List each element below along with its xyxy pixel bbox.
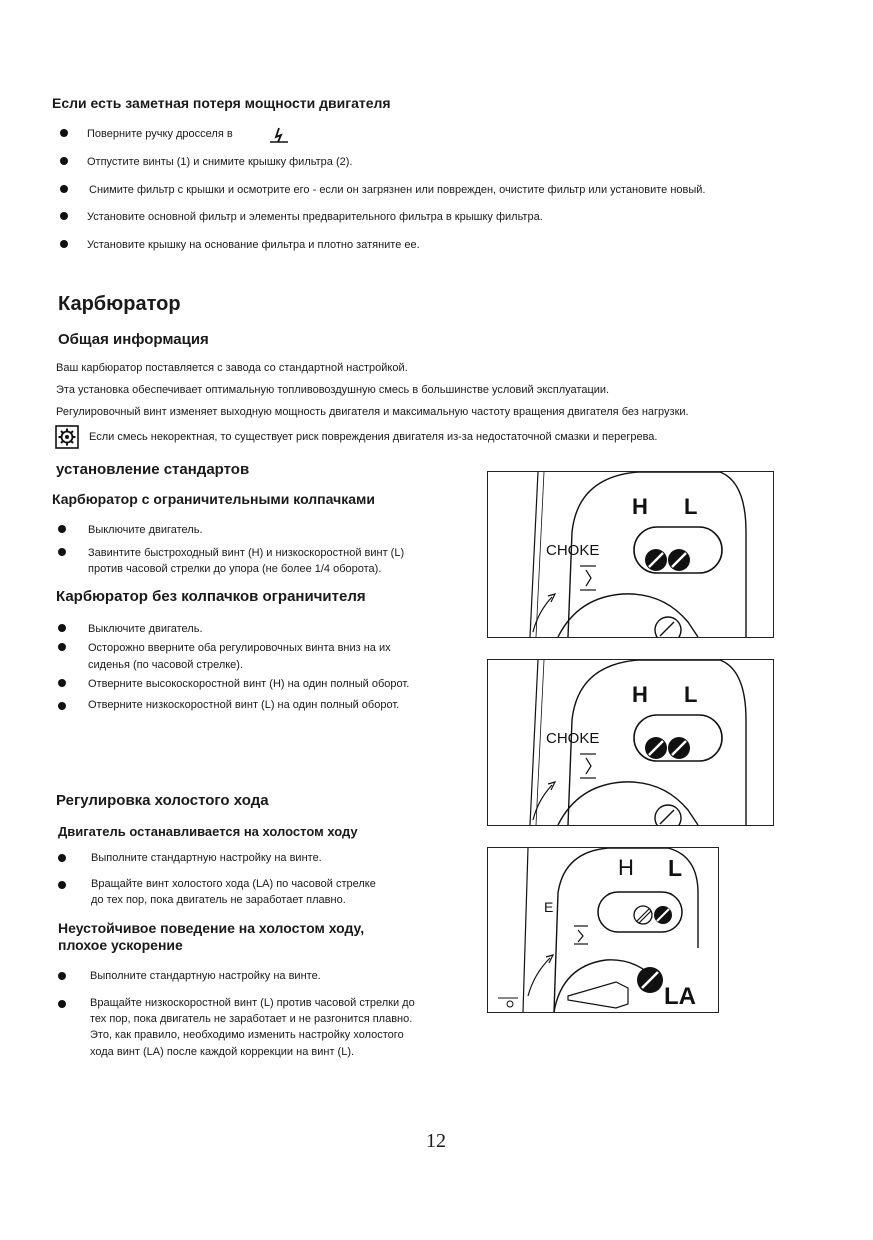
subsection-title-engine-stops: Двигатель останавливается на холостом ходу [58,824,358,839]
list-item: Выполните стандартную настройку на винте. [91,852,322,864]
bullet [60,240,68,248]
warning-text: Если смесь некоректная, то существует риск повреждения двигателя из-за недостаточной смазки и перегрева. [89,431,658,443]
bullet [58,854,66,862]
bullet [58,643,66,651]
list-item-continued: тех пор, пока двигатель не заработает и не разгонится плавно. [90,1013,413,1025]
subsection-title-with-caps: Карбюратор с ограничительными колпачками [52,491,375,507]
carburetor-diagram-idle [487,847,719,1013]
list-item: Осторожно вверните оба регулировочных винта вниз на их [88,642,391,654]
list-item: Выключите двигатель. [88,623,203,635]
list-item-continued: сиденья (по часовой стрелке). [88,659,244,671]
list-item: Завинтите быстроходный винт (H) и низкоскоростной винт (L) [88,547,405,559]
choke-label: CHOKE [546,730,600,747]
paragraph-line: Эта установка обеспечивает оптимальную топливовоздушную смесь в большинстве условий эксплуатации. [56,384,610,396]
page-title-carburetor: Карбюратор [58,293,181,315]
bullet [58,679,66,687]
section-title-power-loss: Если есть заметная потеря мощности двигателя [52,95,391,111]
list-item: Отверните высокоскоростной винт (H) на один полный оборот. [88,678,410,690]
list-item-continued: хода винт (LA) после каждой коррекции на винт (L). [90,1046,355,1058]
subsection-title-no-caps: Карбюратор без колпачков ограничителя [56,588,366,605]
list-item: Отпустите винты (1) и снимите крышку фильтра (2). [87,156,353,168]
section-title-idle: Регулировка холостого хода [56,792,269,809]
list-item: Вращайте низкоскоростной винт (L) против часовой стрелки до [90,997,415,1009]
subsection-title-unstable-2: плохое ускорение [58,937,183,953]
bullet [58,525,66,533]
list-item: Выключите двигатель. [88,524,203,536]
throttle-symbol-icon [268,125,290,145]
bullet [58,881,66,889]
list-item: Снимите фильтр с крышки и осмотрите его - если он загрязнен или поврежден, очистите фильтр или установите новый. [89,184,706,196]
l-label: L [684,494,698,519]
list-item-continued: против часовой стрелки до упора (не более 1/4 оборота). [88,563,382,575]
gear-warning-icon [55,425,79,449]
bullet [58,702,66,710]
page-number: 12 [426,1130,446,1152]
bullet [58,548,66,556]
carburetor-diagram-with-caps [487,471,774,638]
h-label: H [632,494,648,519]
bullet [60,185,68,193]
list-item: Вращайте винт холостого хода (LA) по часовой стрелке [91,878,376,890]
list-item-continued: Это, как правило, необходимо изменить настройку холостого [90,1029,404,1041]
e-label: E [544,899,554,915]
paragraph-line: Ваш карбюратор поставляется с завода со стандартной настройкой. [56,362,408,374]
h-label: H [632,682,648,707]
carburetor-diagram-without-caps [487,659,774,826]
h-label: H [618,855,634,880]
subsection-title-unstable: Неустойчивое поведение на холостом ходу, [58,920,365,936]
list-item-continued: до тех пор, пока двигатель не заработает плавно. [91,894,346,906]
bullet [58,1000,66,1008]
l-label: L [684,682,698,707]
la-label: LA [664,983,696,1010]
section-title-standards: установление стандартов [56,461,250,478]
list-item: Отверните низкоскоростной винт (L) на один полный оборот. [88,699,400,711]
bullet [60,129,68,137]
list-item: Выполните стандартную настройку на винте. [90,970,321,982]
list-item: Поверните ручку дросселя в [87,128,233,140]
choke-label: CHOKE [546,542,600,559]
bullet [58,624,66,632]
bullet [60,157,68,165]
list-item: Установите крышку на основание фильтра и плотно затяните ее. [87,239,420,251]
l-label: L [668,855,683,881]
bullet [58,972,66,980]
section-title-general: Общая информация [58,331,209,348]
list-item: Установите основной фильтр и элементы предварительного фильтра в крышку фильтра. [87,211,543,223]
bullet [60,212,68,220]
paragraph-line: Регулировочный винт изменяет выходную мощность двигателя и максимальную частоту вращения двигателя без нагрузки. [56,406,689,418]
